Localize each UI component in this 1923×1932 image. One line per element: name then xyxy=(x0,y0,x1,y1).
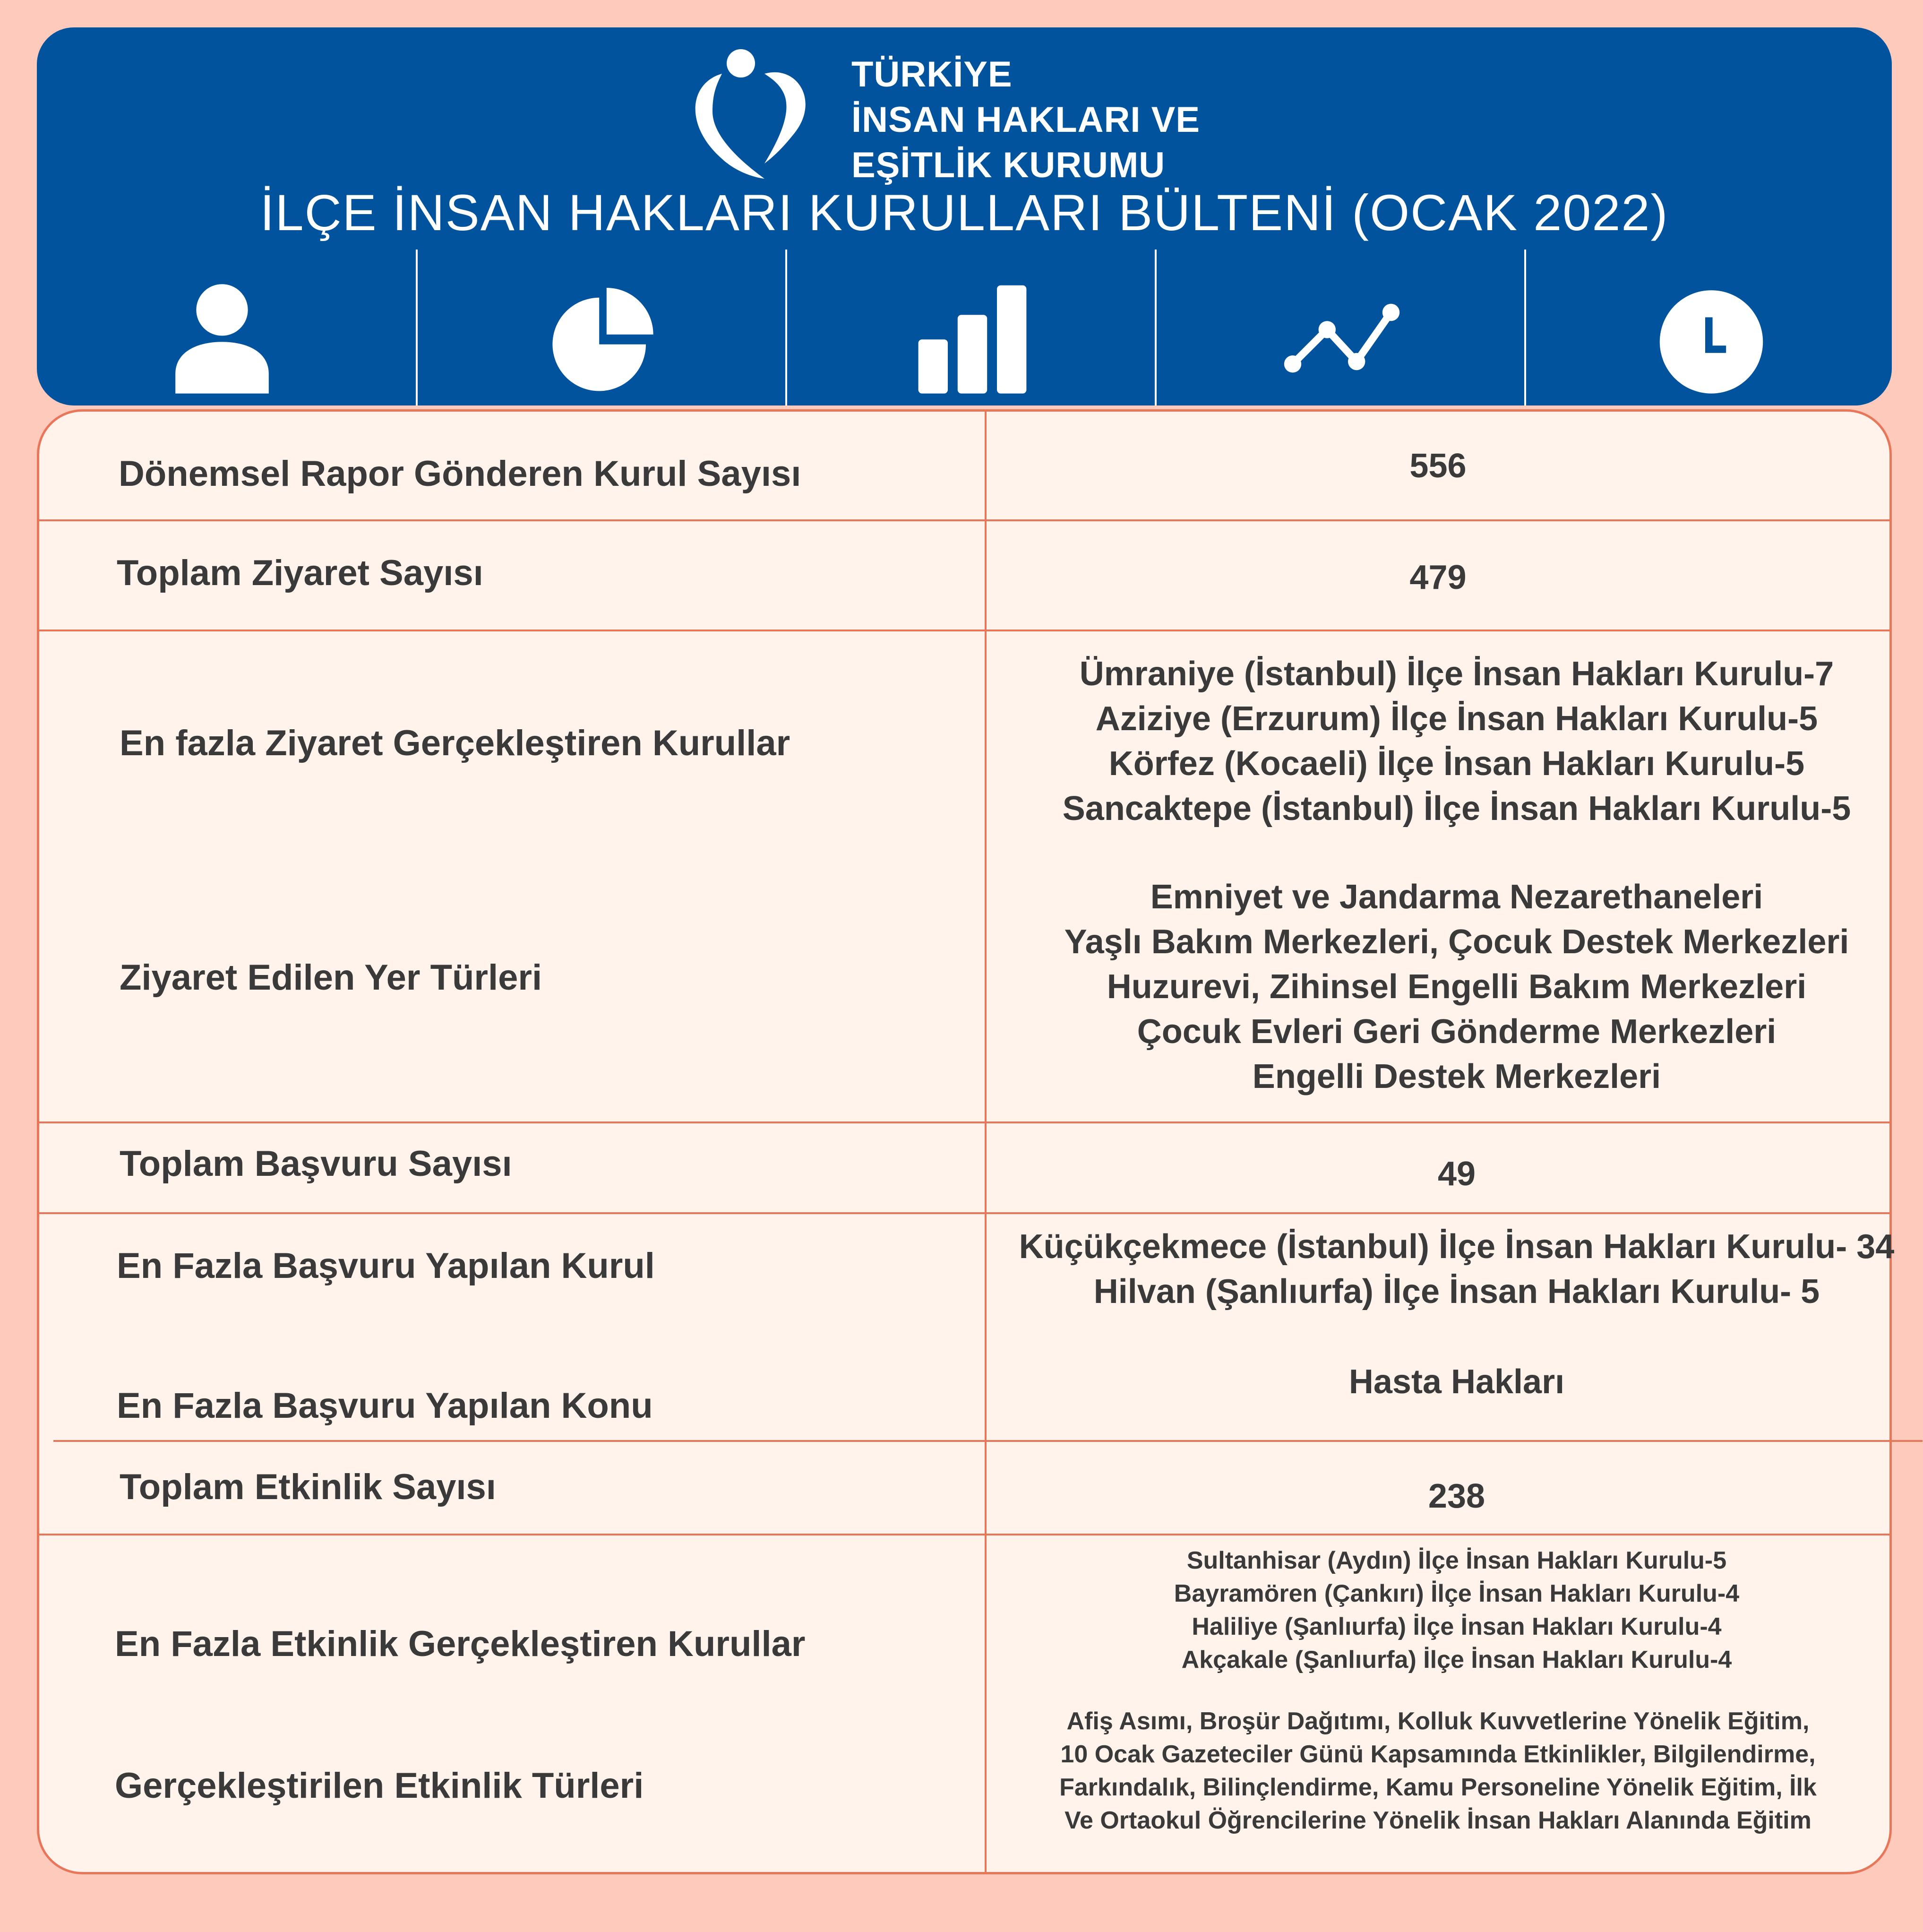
logo-text xyxy=(851,52,1200,188)
icon-strip xyxy=(37,250,1892,405)
row-label: Toplam Etkinlik Sayısı xyxy=(120,1467,496,1507)
value-line: Çocuk Evleri Geri Gönderme Merkezleri xyxy=(1137,1013,1777,1051)
icon-cell-bar xyxy=(787,250,1158,405)
value-line: Yaşlı Bakım Merkezleri, Çocuk Destek Merkezleri xyxy=(1064,923,1849,961)
value-line: Körfez (Kocaeli) İlçe İnsan Hakları Kurulu-5 xyxy=(1108,745,1805,783)
value-line: Haliliye (Şanlıurfa) İlçe İnsan Hakları Kurulu-4 xyxy=(1192,1613,1722,1640)
row-label: En fazla Ziyaret Gerçekleştiren Kurullar xyxy=(120,723,790,763)
line-chart-icon xyxy=(1280,276,1403,398)
value-line: Engelli Destek Merkezleri xyxy=(1252,1058,1661,1095)
icon-cell-pie xyxy=(418,250,788,405)
value-line: Küçükçekmece (İstanbul) İlçe İnsan Hakları Kurulu- 34 xyxy=(1019,1228,1895,1266)
logo-line-1: TÜRKİYE xyxy=(851,54,1013,95)
row-value xyxy=(987,1705,1889,1837)
row-value xyxy=(987,444,1889,489)
logo-line-2: İNSAN HAKLARI VE xyxy=(851,100,1201,140)
value-line: Farkındalık, Bilinçlendirme, Kamu Personeline Yönelik Eğitim, İlk xyxy=(1059,1774,1817,1801)
value-line: 49 xyxy=(1437,1155,1476,1193)
value-line: Emniyet ve Jandarma Nezarethaneleri xyxy=(1150,878,1763,916)
row-divider xyxy=(39,630,1889,631)
value-line: Afiş Asımı, Broşür Dağıtımı, Kolluk Kuvvetlerine Yönelik Eğitim, xyxy=(1066,1708,1810,1735)
value-line: Ümraniye (İstanbul) İlçe İnsan Hakları Kurulu-7 xyxy=(1079,655,1834,693)
icon-cell-clock xyxy=(1526,250,1892,405)
value-line: Huzurevi, Zihinsel Engelli Bakım Merkezleri xyxy=(1107,968,1807,1006)
value-line: 556 xyxy=(1409,447,1467,485)
row-label: En Fazla Başvuru Yapılan Konu xyxy=(117,1386,653,1426)
statistics-table xyxy=(37,409,1895,1874)
icon-cell-line xyxy=(1157,250,1527,405)
row-divider xyxy=(39,1212,1889,1214)
row-label: Toplam Ziyaret Sayısı xyxy=(117,553,483,593)
bar-chart-icon xyxy=(911,276,1034,398)
person-icon xyxy=(161,276,283,398)
institution-logo xyxy=(684,41,1251,201)
row-value xyxy=(987,875,1923,1099)
row-value xyxy=(987,555,1889,600)
row-label: En Fazla Başvuru Yapılan Kurul xyxy=(117,1246,655,1286)
clock-icon xyxy=(1650,276,1773,398)
row-value xyxy=(987,1225,1923,1314)
value-line: 238 xyxy=(1428,1477,1485,1515)
row-divider xyxy=(39,519,1889,521)
row-label: En Fazla Etkinlik Gerçekleştiren Kurullar xyxy=(115,1624,806,1664)
heart-logo-icon xyxy=(684,45,816,187)
value-line: 479 xyxy=(1409,559,1467,596)
row-label: Gerçekleştirilen Etkinlik Türleri xyxy=(115,1766,644,1806)
value-line: Bayramören (Çankırı) İlçe İnsan Hakları Kurulu-4 xyxy=(1174,1580,1740,1607)
value-line: Aziziye (Erzurum) İlçe İnsan Hakları Kurulu-5 xyxy=(1095,700,1818,738)
value-line: Akçakale (Şanlıurfa) İlçe İnsan Hakları Kurulu-4 xyxy=(1181,1646,1732,1673)
icon-cell-person xyxy=(37,250,407,405)
row-label: Ziyaret Edilen Yer Türleri xyxy=(120,957,542,998)
value-line: Sultanhisar (Aydın) İlçe İnsan Hakları Kurulu-5 xyxy=(1186,1547,1727,1574)
value-line: Hasta Hakları xyxy=(1348,1363,1565,1401)
header-banner xyxy=(37,27,1892,405)
value-line: 10 Ocak Gazeteciler Günü Kapsamında Etkinlikler, Bilgilendirme, xyxy=(1060,1741,1816,1768)
row-value xyxy=(987,1152,1923,1197)
row-divider xyxy=(53,1440,1923,1442)
value-line: Hilvan (Şanlıurfa) İlçe İnsan Hakları Kurulu- 5 xyxy=(1093,1273,1820,1311)
bulletin-title: İLÇE İNSAN HAKLARI KURULLARI BÜLTENİ (OCAK 2022) xyxy=(260,184,1669,241)
row-label: Dönemsel Rapor Gönderen Kurul Sayısı xyxy=(119,454,801,494)
value-line: Sancaktepe (İstanbul) İlçe İnsan Hakları Kurulu-5 xyxy=(1062,790,1851,828)
value-line: Ve Ortaokul Öğrencilerine Yönelik İnsan Hakları Alanında Eğitim xyxy=(1065,1807,1811,1834)
logo-line-3: EŞİTLİK KURUMU xyxy=(851,145,1166,185)
row-value xyxy=(987,652,1923,831)
row-value xyxy=(987,1360,1923,1405)
row-value xyxy=(987,1474,1923,1519)
row-divider xyxy=(39,1534,1889,1535)
row-value xyxy=(987,1544,1923,1676)
row-divider xyxy=(39,1121,1889,1123)
row-label: Toplam Başvuru Sayısı xyxy=(120,1144,512,1184)
pie-chart-icon xyxy=(541,276,664,398)
